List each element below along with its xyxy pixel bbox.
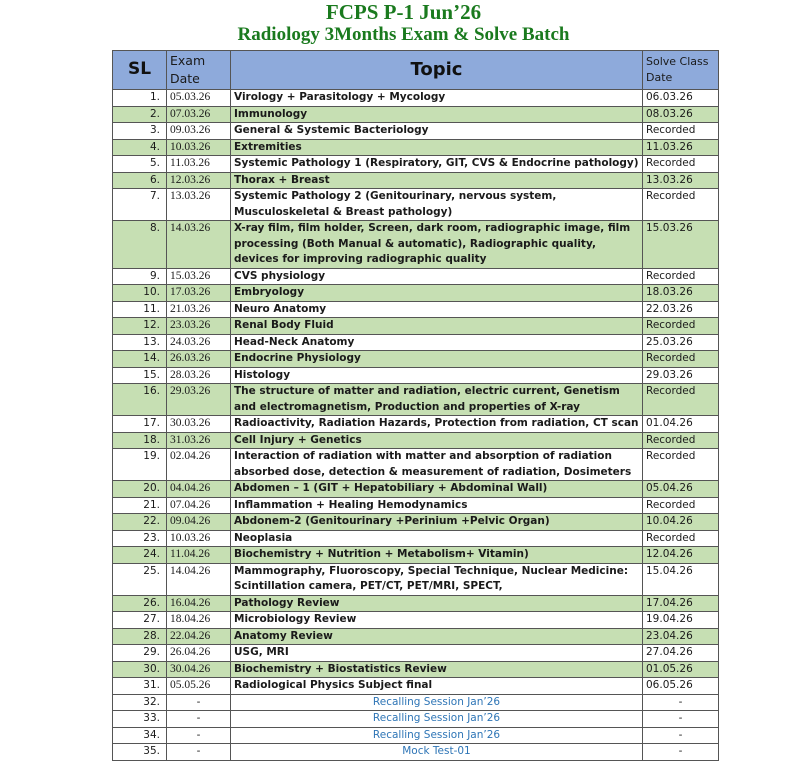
row-sl: 10. <box>113 285 167 302</box>
row-solve-date: - <box>643 711 719 728</box>
row-sl: 13. <box>113 334 167 351</box>
row-sl: 6. <box>113 172 167 189</box>
row-solve-date: - <box>643 744 719 761</box>
table-row <box>113 727 719 744</box>
row-exam-date: 30.04.26 <box>167 661 231 678</box>
table-row <box>113 481 719 498</box>
row-exam-date: 23.03.26 <box>167 318 231 335</box>
row-topic: The structure of matter and radiation, electric current, Genetism and electromagnetism, Production and properties of X-ray <box>231 384 643 416</box>
table-row <box>113 432 719 449</box>
row-sl: 4. <box>113 139 167 156</box>
column-header-topic: Topic <box>231 51 643 90</box>
row-sl: 16. <box>113 384 167 416</box>
row-solve-date: Recorded <box>643 123 719 140</box>
table-row <box>113 694 719 711</box>
row-topic: Extremities <box>231 139 643 156</box>
row-sl: 19. <box>113 449 167 481</box>
row-solve-date: 12.04.26 <box>643 547 719 564</box>
row-exam-date: 14.03.26 <box>167 221 231 269</box>
row-exam-date: 09.03.26 <box>167 123 231 140</box>
row-sl: 11. <box>113 301 167 318</box>
table-row <box>113 156 719 173</box>
column-header-sl: SL <box>113 51 167 90</box>
row-topic: Interaction of radiation with matter and absorption of radiation absorbed dose, detection & measurement of radiation, Dosimeters <box>231 449 643 481</box>
row-sl: 25. <box>113 563 167 595</box>
table-row <box>113 334 719 351</box>
row-sl: 34. <box>113 727 167 744</box>
row-solve-date: Recorded <box>643 268 719 285</box>
row-solve-date: Recorded <box>643 530 719 547</box>
column-header-solve-date: Solve Class Date <box>643 51 719 90</box>
row-exam-date: 12.03.26 <box>167 172 231 189</box>
row-exam-date: 05.03.26 <box>167 90 231 107</box>
row-topic: Recalling Session Jan’26 <box>231 727 643 744</box>
row-exam-date: 18.04.26 <box>167 612 231 629</box>
row-sl: 30. <box>113 661 167 678</box>
row-solve-date: 15.04.26 <box>643 563 719 595</box>
table-row <box>113 221 719 269</box>
row-exam-date: 07.03.26 <box>167 106 231 123</box>
row-solve-date: 08.03.26 <box>643 106 719 123</box>
row-sl: 23. <box>113 530 167 547</box>
row-exam-date: - <box>167 694 231 711</box>
row-solve-date: 06.03.26 <box>643 90 719 107</box>
row-sl: 24. <box>113 547 167 564</box>
row-topic: CVS physiology <box>231 268 643 285</box>
row-solve-date: 01.04.26 <box>643 416 719 433</box>
row-sl: 9. <box>113 268 167 285</box>
row-exam-date: - <box>167 727 231 744</box>
table-row <box>113 595 719 612</box>
table-row <box>113 612 719 629</box>
row-solve-date: Recorded <box>643 351 719 368</box>
row-solve-date: 29.03.26 <box>643 367 719 384</box>
row-exam-date: 10.03.26 <box>167 530 231 547</box>
row-sl: 20. <box>113 481 167 498</box>
row-solve-date: - <box>643 694 719 711</box>
table-row <box>113 123 719 140</box>
row-solve-date: - <box>643 727 719 744</box>
row-topic: Virology + Parasitology + Mycology <box>231 90 643 107</box>
row-sl: 26. <box>113 595 167 612</box>
table-row <box>113 106 719 123</box>
row-exam-date: 16.04.26 <box>167 595 231 612</box>
row-topic: Biochemistry + Biostatistics Review <box>231 661 643 678</box>
table-row <box>113 351 719 368</box>
row-solve-date: Recorded <box>643 189 719 221</box>
row-exam-date: 10.03.26 <box>167 139 231 156</box>
row-exam-date: 11.03.26 <box>167 156 231 173</box>
row-exam-date: 17.03.26 <box>167 285 231 302</box>
row-exam-date: 13.03.26 <box>167 189 231 221</box>
row-exam-date: 21.03.26 <box>167 301 231 318</box>
row-exam-date: 24.03.26 <box>167 334 231 351</box>
row-solve-date: 25.03.26 <box>643 334 719 351</box>
row-solve-date: 05.04.26 <box>643 481 719 498</box>
table-row <box>113 301 719 318</box>
table-row <box>113 172 719 189</box>
row-topic: Radiological Physics Subject final <box>231 678 643 695</box>
row-exam-date: 30.03.26 <box>167 416 231 433</box>
row-exam-date: 02.04.26 <box>167 449 231 481</box>
table-row <box>113 318 719 335</box>
row-sl: 33. <box>113 711 167 728</box>
row-sl: 29. <box>113 645 167 662</box>
row-topic: Inflammation + Healing Hemodynamics <box>231 497 643 514</box>
row-topic: Systemic Pathology 2 (Genitourinary, nervous system, Musculoskeletal & Breast pathology) <box>231 189 643 221</box>
row-topic: Recalling Session Jan’26 <box>231 711 643 728</box>
table-row <box>113 744 719 761</box>
row-solve-date: 13.03.26 <box>643 172 719 189</box>
row-topic: Microbiology Review <box>231 612 643 629</box>
row-solve-date: 27.04.26 <box>643 645 719 662</box>
row-exam-date: 15.03.26 <box>167 268 231 285</box>
row-sl: 15. <box>113 367 167 384</box>
row-topic: Renal Body Fluid <box>231 318 643 335</box>
table-row <box>113 514 719 531</box>
row-topic: Mammography, Fluoroscopy, Special Technique, Nuclear Medicine: Scintillation camera, PET/CT, PET/MRI, SPECT, <box>231 563 643 595</box>
row-topic: Radioactivity, Radiation Hazards, Protection from radiation, CT scan <box>231 416 643 433</box>
row-topic: Neoplasia <box>231 530 643 547</box>
row-solve-date: 23.04.26 <box>643 628 719 645</box>
table-row <box>113 530 719 547</box>
row-topic: Embryology <box>231 285 643 302</box>
row-exam-date: 05.05.26 <box>167 678 231 695</box>
row-topic: Mock Test-01 <box>231 744 643 761</box>
row-topic: Pathology Review <box>231 595 643 612</box>
row-sl: 28. <box>113 628 167 645</box>
row-sl: 35. <box>113 744 167 761</box>
table-row <box>113 678 719 695</box>
table-row <box>113 563 719 595</box>
row-sl: 22. <box>113 514 167 531</box>
row-topic: General & Systemic Bacteriology <box>231 123 643 140</box>
table-header-row <box>113 51 719 90</box>
table-row <box>113 189 719 221</box>
row-solve-date: 15.03.26 <box>643 221 719 269</box>
table-row <box>113 711 719 728</box>
table-row <box>113 645 719 662</box>
row-topic: Neuro Anatomy <box>231 301 643 318</box>
page-subtitle: Radiology 3Months Exam & Solve Batch <box>237 24 570 45</box>
row-exam-date: 26.04.26 <box>167 645 231 662</box>
row-sl: 1. <box>113 90 167 107</box>
row-topic: X-ray film, film holder, Screen, dark room, radiographic image, film processing (Both Manual & automatic), Radiographic quality, devices for improving radiographic quality <box>231 221 643 269</box>
row-topic: Cell Injury + Genetics <box>231 432 643 449</box>
table-row <box>113 449 719 481</box>
row-solve-date: 19.04.26 <box>643 612 719 629</box>
row-topic: Recalling Session Jan’26 <box>231 694 643 711</box>
row-sl: 21. <box>113 497 167 514</box>
row-topic: Anatomy Review <box>231 628 643 645</box>
row-sl: 7. <box>113 189 167 221</box>
row-sl: 31. <box>113 678 167 695</box>
row-topic: Biochemistry + Nutrition + Metabolism+ Vitamin) <box>231 547 643 564</box>
row-sl: 27. <box>113 612 167 629</box>
row-exam-date: 11.04.26 <box>167 547 231 564</box>
row-solve-date: 18.03.26 <box>643 285 719 302</box>
table-row <box>113 90 719 107</box>
row-sl: 32. <box>113 694 167 711</box>
table-row <box>113 268 719 285</box>
row-solve-date: Recorded <box>643 156 719 173</box>
row-solve-date: 17.04.26 <box>643 595 719 612</box>
row-solve-date: 01.05.26 <box>643 661 719 678</box>
table-row <box>113 416 719 433</box>
page-title: FCPS P-1 Jun’26 <box>325 0 482 24</box>
row-sl: 8. <box>113 221 167 269</box>
table-row <box>113 547 719 564</box>
row-exam-date: 07.04.26 <box>167 497 231 514</box>
schedule-table <box>112 50 719 761</box>
row-exam-date: - <box>167 711 231 728</box>
table-row <box>113 661 719 678</box>
row-solve-date: Recorded <box>643 432 719 449</box>
row-sl: 3. <box>113 123 167 140</box>
row-sl: 12. <box>113 318 167 335</box>
table-row <box>113 628 719 645</box>
row-exam-date: 28.03.26 <box>167 367 231 384</box>
row-solve-date: Recorded <box>643 384 719 416</box>
row-solve-date: Recorded <box>643 449 719 481</box>
row-topic: USG, MRI <box>231 645 643 662</box>
column-header-exam-date: Exam Date <box>167 51 231 90</box>
row-sl: 2. <box>113 106 167 123</box>
table-row <box>113 139 719 156</box>
row-topic: Histology <box>231 367 643 384</box>
row-solve-date: 11.03.26 <box>643 139 719 156</box>
row-solve-date: 22.03.26 <box>643 301 719 318</box>
row-topic: Head-Neck Anatomy <box>231 334 643 351</box>
row-solve-date: 10.04.26 <box>643 514 719 531</box>
row-topic: Endocrine Physiology <box>231 351 643 368</box>
row-sl: 14. <box>113 351 167 368</box>
row-exam-date: 14.04.26 <box>167 563 231 595</box>
row-sl: 18. <box>113 432 167 449</box>
row-exam-date: 04.04.26 <box>167 481 231 498</box>
table-row <box>113 285 719 302</box>
row-topic: Abdonem-2 (Genitourinary +Perinium +Pelvic Organ) <box>231 514 643 531</box>
row-exam-date: - <box>167 744 231 761</box>
row-exam-date: 31.03.26 <box>167 432 231 449</box>
row-topic: Abdomen – 1 (GIT + Hepatobiliary + Abdominal Wall) <box>231 481 643 498</box>
row-exam-date: 29.03.26 <box>167 384 231 416</box>
row-topic: Systemic Pathology 1 (Respiratory, GIT, CVS & Endocrine pathology) <box>231 156 643 173</box>
row-solve-date: 06.05.26 <box>643 678 719 695</box>
table-row <box>113 367 719 384</box>
row-topic: Immunology <box>231 106 643 123</box>
row-exam-date: 26.03.26 <box>167 351 231 368</box>
row-topic: Thorax + Breast <box>231 172 643 189</box>
table-row <box>113 497 719 514</box>
row-exam-date: 09.04.26 <box>167 514 231 531</box>
row-solve-date: Recorded <box>643 318 719 335</box>
row-solve-date: Recorded <box>643 497 719 514</box>
row-exam-date: 22.04.26 <box>167 628 231 645</box>
table-row <box>113 384 719 416</box>
row-sl: 5. <box>113 156 167 173</box>
row-sl: 17. <box>113 416 167 433</box>
